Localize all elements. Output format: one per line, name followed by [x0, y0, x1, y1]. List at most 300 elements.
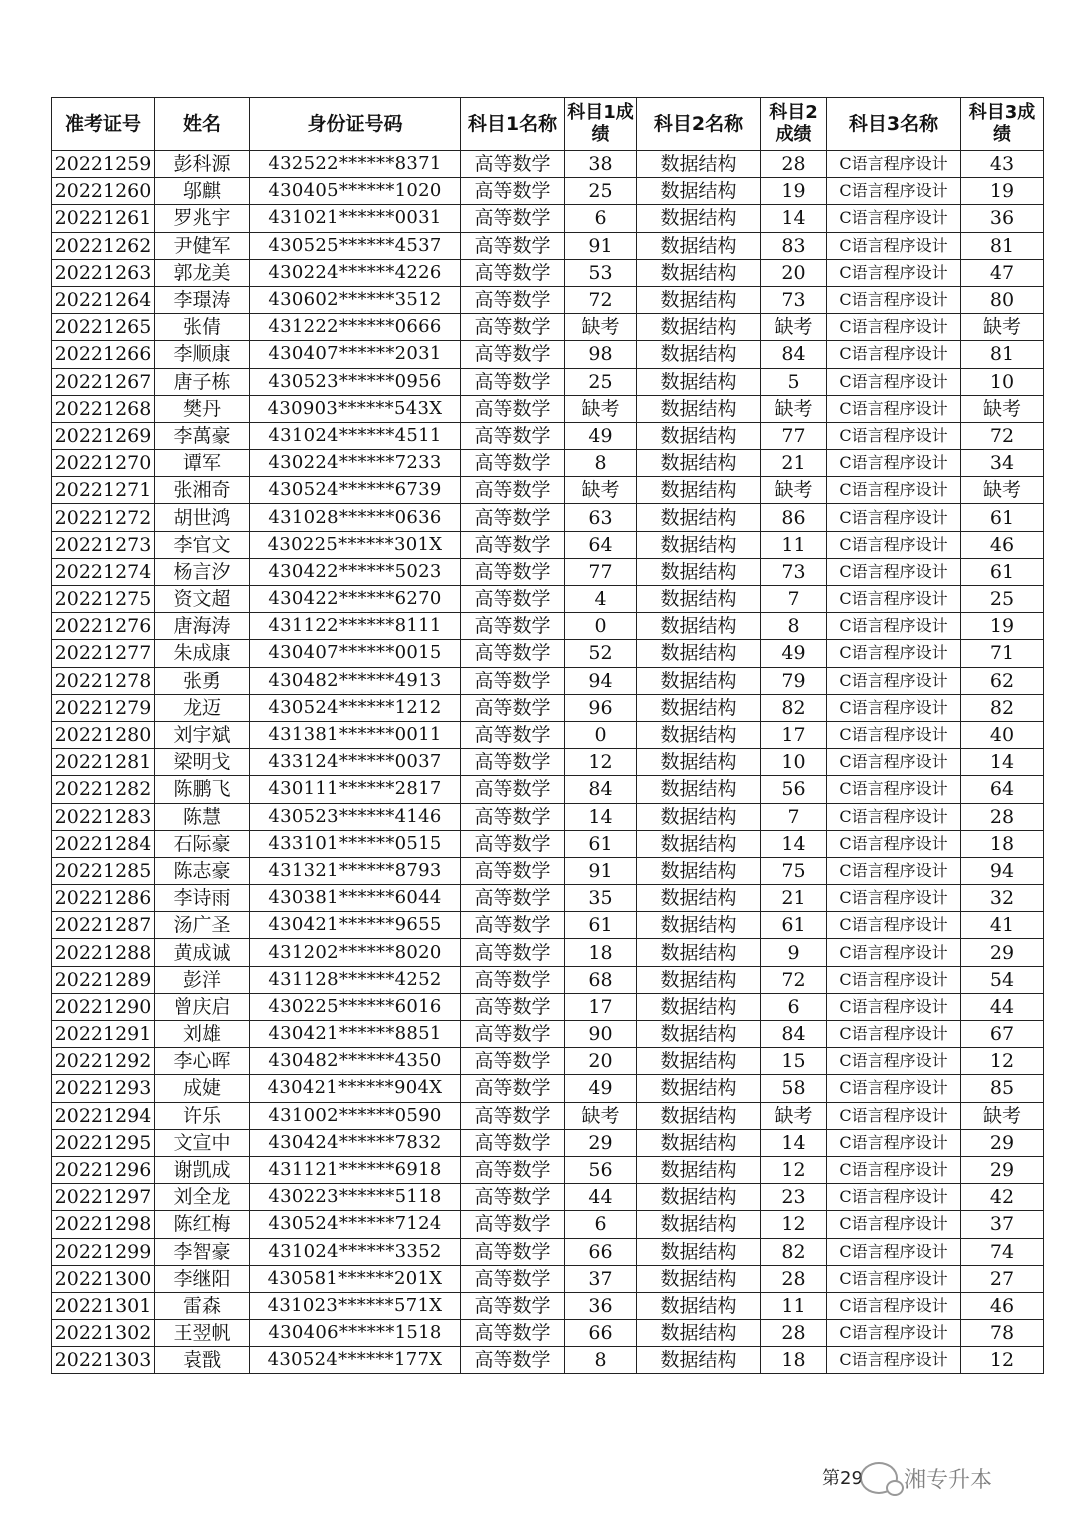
cell-subject1-score: 18	[565, 939, 637, 966]
cell-id-number: 430523******0956	[250, 368, 461, 395]
cell-student-name: 李诗雨	[155, 885, 250, 912]
cell-subject3-score: 85	[961, 1075, 1044, 1102]
cell-subject2-score: 17	[761, 721, 827, 748]
cell-exam-id: 20221288	[52, 939, 155, 966]
cell-subject2-name: 数据结构	[637, 667, 761, 694]
cell-subject3-name: C语言程序设计	[827, 1048, 961, 1075]
cell-subject2-name: 数据结构	[637, 1265, 761, 1292]
cell-subject3-name: C语言程序设计	[827, 1320, 961, 1347]
cell-subject2-score: 23	[761, 1184, 827, 1211]
cell-subject3-score: 71	[961, 640, 1044, 667]
cell-subject3-score: 18	[961, 830, 1044, 857]
cell-subject1-name: 高等数学	[461, 1320, 565, 1347]
cell-subject3-score: 29	[961, 1156, 1044, 1183]
table-row	[52, 1292, 1044, 1319]
cell-subject1-score: 36	[565, 1292, 637, 1319]
cell-student-name: 李萬豪	[155, 422, 250, 449]
cell-student-name: 罗兆宇	[155, 205, 250, 232]
cell-subject3-name: C语言程序设计	[827, 830, 961, 857]
cell-subject3-score: 67	[961, 1021, 1044, 1048]
cell-subject1-name: 高等数学	[461, 450, 565, 477]
cell-exam-id: 20221271	[52, 477, 155, 504]
cell-subject1-score: 64	[565, 531, 637, 558]
table-row	[52, 939, 1044, 966]
table-row	[52, 450, 1044, 477]
cell-subject1-name: 高等数学	[461, 1156, 565, 1183]
cell-exam-id: 20221294	[52, 1102, 155, 1129]
cell-id-number: 431121******6918	[250, 1156, 461, 1183]
cell-subject1-score: 63	[565, 504, 637, 531]
watermark-text: 湘专升本	[904, 1467, 993, 1493]
table-row	[52, 259, 1044, 286]
cell-student-name: 胡世鸿	[155, 504, 250, 531]
cell-subject2-score: 83	[761, 232, 827, 259]
cell-id-number: 431024******4511	[250, 422, 461, 449]
cell-subject1-score: 38	[565, 151, 637, 178]
cell-student-name: 李继阳	[155, 1265, 250, 1292]
header-name: 姓名	[155, 98, 250, 151]
cell-subject3-score: 62	[961, 667, 1044, 694]
cell-id-number: 430524******177X	[250, 1347, 461, 1374]
cell-subject1-name: 高等数学	[461, 314, 565, 341]
cell-subject1-name: 高等数学	[461, 721, 565, 748]
cell-subject1-name: 高等数学	[461, 1102, 565, 1129]
cell-id-number: 430421******904X	[250, 1075, 461, 1102]
cell-id-number: 430602******3512	[250, 286, 461, 313]
cell-subject1-name: 高等数学	[461, 776, 565, 803]
cell-id-number: 431002******0590	[250, 1102, 461, 1129]
cell-subject2-name: 数据结构	[637, 504, 761, 531]
cell-student-name: 张湘奇	[155, 477, 250, 504]
cell-subject2-name: 数据结构	[637, 803, 761, 830]
cell-id-number: 430225******301X	[250, 531, 461, 558]
cell-subject2-score: 9	[761, 939, 827, 966]
cell-exam-id: 20221303	[52, 1347, 155, 1374]
cell-id-number: 430524******6739	[250, 477, 461, 504]
cell-student-name: 许乐	[155, 1102, 250, 1129]
cell-subject1-score: 6	[565, 1211, 637, 1238]
cell-subject1-name: 高等数学	[461, 1238, 565, 1265]
cell-subject3-name: C语言程序设计	[827, 422, 961, 449]
cell-subject2-name: 数据结构	[637, 966, 761, 993]
cell-exam-id: 20221277	[52, 640, 155, 667]
cell-subject3-name: C语言程序设计	[827, 1102, 961, 1129]
cell-subject1-score: 12	[565, 749, 637, 776]
cell-subject2-score: 28	[761, 1320, 827, 1347]
cell-subject3-name: C语言程序设计	[827, 178, 961, 205]
cell-exam-id: 20221290	[52, 993, 155, 1020]
cell-subject2-name: 数据结构	[637, 721, 761, 748]
cell-exam-id: 20221299	[52, 1238, 155, 1265]
cell-id-number: 430903******543X	[250, 395, 461, 422]
cell-subject1-name: 高等数学	[461, 1211, 565, 1238]
cell-subject3-score: 61	[961, 504, 1044, 531]
cell-subject3-name: C语言程序设计	[827, 803, 961, 830]
cell-subject3-score: 40	[961, 721, 1044, 748]
table-row	[52, 178, 1044, 205]
table-row	[52, 286, 1044, 313]
cell-subject3-name: C语言程序设计	[827, 1211, 961, 1238]
cell-subject2-score: 7	[761, 803, 827, 830]
cell-subject1-score: 56	[565, 1156, 637, 1183]
cell-student-name: 文宣中	[155, 1129, 250, 1156]
cell-id-number: 431381******0011	[250, 721, 461, 748]
cell-subject2-name: 数据结构	[637, 259, 761, 286]
cell-subject2-score: 20	[761, 259, 827, 286]
cell-exam-id: 20221268	[52, 395, 155, 422]
cell-subject2-score: 82	[761, 1238, 827, 1265]
cell-subject3-score: 29	[961, 939, 1044, 966]
cell-exam-id: 20221272	[52, 504, 155, 531]
table-row	[52, 694, 1044, 721]
cell-subject1-score: 91	[565, 857, 637, 884]
cell-id-number: 430407******0015	[250, 640, 461, 667]
cell-subject3-score: 缺考	[961, 477, 1044, 504]
wechat-icon	[860, 1462, 898, 1494]
table-row	[52, 667, 1044, 694]
cell-id-number: 430482******4350	[250, 1048, 461, 1075]
cell-subject2-score: 6	[761, 993, 827, 1020]
table-row	[52, 558, 1044, 585]
cell-student-name: 李官文	[155, 531, 250, 558]
cell-subject1-score: 61	[565, 912, 637, 939]
cell-subject1-score: 14	[565, 803, 637, 830]
cell-subject3-name: C语言程序设计	[827, 1238, 961, 1265]
cell-subject1-name: 高等数学	[461, 395, 565, 422]
cell-subject1-score: 6	[565, 205, 637, 232]
cell-student-name: 杨言汐	[155, 558, 250, 585]
cell-subject1-score: 8	[565, 450, 637, 477]
cell-exam-id: 20221263	[52, 259, 155, 286]
cell-id-number: 430407******2031	[250, 341, 461, 368]
cell-student-name: 雷森	[155, 1292, 250, 1319]
cell-exam-id: 20221264	[52, 286, 155, 313]
cell-student-name: 谭军	[155, 450, 250, 477]
cell-subject2-name: 数据结构	[637, 531, 761, 558]
cell-subject1-score: 90	[565, 1021, 637, 1048]
cell-student-name: 唐海涛	[155, 613, 250, 640]
cell-subject1-score: 0	[565, 613, 637, 640]
cell-subject1-name: 高等数学	[461, 830, 565, 857]
cell-exam-id: 20221296	[52, 1156, 155, 1183]
cell-subject2-name: 数据结构	[637, 151, 761, 178]
cell-id-number: 430224******7233	[250, 450, 461, 477]
cell-subject1-name: 高等数学	[461, 232, 565, 259]
cell-subject1-score: 49	[565, 422, 637, 449]
cell-subject1-name: 高等数学	[461, 422, 565, 449]
cell-subject1-score: 8	[565, 1347, 637, 1374]
cell-exam-id: 20221300	[52, 1265, 155, 1292]
cell-id-number: 431122******8111	[250, 613, 461, 640]
cell-subject2-score: 缺考	[761, 395, 827, 422]
cell-id-number: 431321******8793	[250, 857, 461, 884]
cell-id-number: 431128******4252	[250, 966, 461, 993]
cell-student-name: 刘全龙	[155, 1184, 250, 1211]
cell-student-name: 曾庆启	[155, 993, 250, 1020]
cell-subject2-score: 缺考	[761, 477, 827, 504]
cell-exam-id: 20221298	[52, 1211, 155, 1238]
table-row	[52, 776, 1044, 803]
cell-subject1-name: 高等数学	[461, 1184, 565, 1211]
cell-subject2-score: 84	[761, 1021, 827, 1048]
cell-exam-id: 20221302	[52, 1320, 155, 1347]
cell-id-number: 430421******8851	[250, 1021, 461, 1048]
cell-exam-id: 20221270	[52, 450, 155, 477]
table-row	[52, 803, 1044, 830]
cell-subject1-score: 98	[565, 341, 637, 368]
cell-subject2-name: 数据结构	[637, 477, 761, 504]
cell-subject3-name: C语言程序设计	[827, 993, 961, 1020]
header-subject1-score: 科目1成绩	[565, 98, 637, 151]
cell-subject3-name: C语言程序设计	[827, 558, 961, 585]
cell-subject3-name: C语言程序设计	[827, 477, 961, 504]
cell-student-name: 李心晖	[155, 1048, 250, 1075]
cell-exam-id: 20221285	[52, 857, 155, 884]
cell-subject1-score: 61	[565, 830, 637, 857]
table-row	[52, 1102, 1044, 1129]
cell-exam-id: 20221265	[52, 314, 155, 341]
cell-subject1-score: 29	[565, 1129, 637, 1156]
table-row	[52, 1075, 1044, 1102]
cell-exam-id: 20221287	[52, 912, 155, 939]
cell-id-number: 431222******0666	[250, 314, 461, 341]
cell-subject3-score: 37	[961, 1211, 1044, 1238]
cell-subject1-name: 高等数学	[461, 558, 565, 585]
cell-exam-id: 20221262	[52, 232, 155, 259]
cell-exam-id: 20221286	[52, 885, 155, 912]
cell-subject2-score: 75	[761, 857, 827, 884]
cell-subject2-score: 8	[761, 613, 827, 640]
cell-subject1-score: 77	[565, 558, 637, 585]
cell-subject3-score: 81	[961, 341, 1044, 368]
cell-subject3-score: 44	[961, 993, 1044, 1020]
cell-subject1-score: 20	[565, 1048, 637, 1075]
table-row	[52, 341, 1044, 368]
cell-exam-id: 20221274	[52, 558, 155, 585]
cell-exam-id: 20221279	[52, 694, 155, 721]
cell-subject3-score: 缺考	[961, 395, 1044, 422]
cell-subject2-name: 数据结构	[637, 993, 761, 1020]
table-row	[52, 1238, 1044, 1265]
cell-id-number: 431023******571X	[250, 1292, 461, 1319]
cell-subject3-name: C语言程序设计	[827, 1347, 961, 1374]
cell-subject2-name: 数据结构	[637, 857, 761, 884]
cell-subject3-score: 64	[961, 776, 1044, 803]
cell-subject1-name: 高等数学	[461, 205, 565, 232]
cell-subject1-name: 高等数学	[461, 1075, 565, 1102]
cell-subject2-name: 数据结构	[637, 1021, 761, 1048]
table-row	[52, 830, 1044, 857]
cell-subject2-name: 数据结构	[637, 776, 761, 803]
cell-subject1-score: 66	[565, 1320, 637, 1347]
table-row	[52, 1211, 1044, 1238]
cell-id-number: 430224******4226	[250, 259, 461, 286]
table-row	[52, 885, 1044, 912]
cell-subject1-name: 高等数学	[461, 531, 565, 558]
cell-subject2-name: 数据结构	[637, 1129, 761, 1156]
cell-subject3-score: 缺考	[961, 1102, 1044, 1129]
cell-id-number: 430524******7124	[250, 1211, 461, 1238]
table-row	[52, 1265, 1044, 1292]
cell-student-name: 朱成康	[155, 640, 250, 667]
table-row	[52, 857, 1044, 884]
table-row	[52, 613, 1044, 640]
cell-subject1-score: 72	[565, 286, 637, 313]
cell-subject1-name: 高等数学	[461, 504, 565, 531]
table-row	[52, 912, 1044, 939]
cell-subject2-score: 73	[761, 286, 827, 313]
cell-subject2-name: 数据结构	[637, 1211, 761, 1238]
cell-subject2-name: 数据结构	[637, 830, 761, 857]
cell-student-name: 黄成诚	[155, 939, 250, 966]
cell-subject3-name: C语言程序设计	[827, 286, 961, 313]
cell-subject3-name: C语言程序设计	[827, 368, 961, 395]
table-row	[52, 1048, 1044, 1075]
cell-subject3-score: 27	[961, 1265, 1044, 1292]
cell-subject1-score: 缺考	[565, 477, 637, 504]
cell-subject2-score: 19	[761, 178, 827, 205]
cell-subject1-score: 缺考	[565, 314, 637, 341]
cell-student-name: 梁明戈	[155, 749, 250, 776]
cell-subject2-score: 82	[761, 694, 827, 721]
table-row	[52, 1021, 1044, 1048]
cell-subject3-score: 19	[961, 178, 1044, 205]
cell-subject2-name: 数据结构	[637, 558, 761, 585]
cell-subject1-score: 37	[565, 1265, 637, 1292]
header-subject3-score: 科目3成绩	[961, 98, 1044, 151]
cell-subject1-name: 高等数学	[461, 341, 565, 368]
cell-student-name: 陈鹏飞	[155, 776, 250, 803]
cell-id-number: 430406******1518	[250, 1320, 461, 1347]
cell-exam-id: 20221291	[52, 1021, 155, 1048]
cell-subject2-score: 56	[761, 776, 827, 803]
cell-subject3-score: 81	[961, 232, 1044, 259]
cell-id-number: 431028******0636	[250, 504, 461, 531]
cell-subject1-score: 52	[565, 640, 637, 667]
cell-subject3-name: C语言程序设计	[827, 1292, 961, 1319]
score-table	[51, 97, 1044, 1374]
cell-subject2-score: 18	[761, 1347, 827, 1374]
header-row	[52, 98, 1044, 151]
cell-id-number: 430581******201X	[250, 1265, 461, 1292]
cell-student-name: 陈红梅	[155, 1211, 250, 1238]
cell-id-number: 433101******0515	[250, 830, 461, 857]
cell-subject2-score: 15	[761, 1048, 827, 1075]
cell-subject2-score: 21	[761, 885, 827, 912]
cell-exam-id: 20221292	[52, 1048, 155, 1075]
cell-id-number: 430523******4146	[250, 803, 461, 830]
cell-subject1-score: 44	[565, 1184, 637, 1211]
cell-subject3-score: 12	[961, 1048, 1044, 1075]
cell-student-name: 陈志豪	[155, 857, 250, 884]
cell-subject1-name: 高等数学	[461, 857, 565, 884]
cell-subject3-score: 46	[961, 1292, 1044, 1319]
cell-subject1-name: 高等数学	[461, 939, 565, 966]
cell-id-number: 430525******4537	[250, 232, 461, 259]
cell-subject3-score: 32	[961, 885, 1044, 912]
cell-subject2-score: 缺考	[761, 1102, 827, 1129]
cell-student-name: 李顺康	[155, 341, 250, 368]
cell-subject3-name: C语言程序设计	[827, 151, 961, 178]
cell-id-number: 430422******6270	[250, 586, 461, 613]
cell-student-name: 王翌帆	[155, 1320, 250, 1347]
cell-subject2-score: 58	[761, 1075, 827, 1102]
table-row	[52, 1347, 1044, 1374]
cell-exam-id: 20221278	[52, 667, 155, 694]
header-subject3-name: 科目3名称	[827, 98, 961, 151]
cell-id-number: 431024******3352	[250, 1238, 461, 1265]
cell-subject2-name: 数据结构	[637, 586, 761, 613]
cell-student-name: 谢凯成	[155, 1156, 250, 1183]
cell-id-number: 431202******8020	[250, 939, 461, 966]
cell-subject2-name: 数据结构	[637, 395, 761, 422]
cell-subject3-name: C语言程序设计	[827, 694, 961, 721]
cell-subject3-name: C语言程序设计	[827, 586, 961, 613]
table-row	[52, 966, 1044, 993]
table-row	[52, 1320, 1044, 1347]
cell-subject2-score: 73	[761, 558, 827, 585]
cell-subject2-score: 86	[761, 504, 827, 531]
table-row	[52, 721, 1044, 748]
table-row	[52, 504, 1044, 531]
cell-subject1-name: 高等数学	[461, 1265, 565, 1292]
cell-subject1-name: 高等数学	[461, 1129, 565, 1156]
cell-exam-id: 20221267	[52, 368, 155, 395]
cell-subject1-score: 17	[565, 993, 637, 1020]
cell-subject3-score: 缺考	[961, 314, 1044, 341]
cell-subject3-name: C语言程序设计	[827, 450, 961, 477]
cell-subject2-score: 14	[761, 1129, 827, 1156]
cell-subject2-name: 数据结构	[637, 205, 761, 232]
cell-id-number: 432522******8371	[250, 151, 461, 178]
cell-student-name: 袁戬	[155, 1347, 250, 1374]
cell-subject1-score: 4	[565, 586, 637, 613]
cell-subject1-name: 高等数学	[461, 993, 565, 1020]
cell-exam-id: 20221282	[52, 776, 155, 803]
watermark	[860, 1462, 992, 1494]
cell-subject3-score: 74	[961, 1238, 1044, 1265]
cell-id-number: 430223******5118	[250, 1184, 461, 1211]
cell-exam-id: 20221295	[52, 1129, 155, 1156]
cell-subject3-name: C语言程序设计	[827, 667, 961, 694]
cell-subject1-score: 68	[565, 966, 637, 993]
cell-subject3-name: C语言程序设计	[827, 749, 961, 776]
cell-subject3-score: 47	[961, 259, 1044, 286]
cell-subject2-name: 数据结构	[637, 1075, 761, 1102]
page-number: 第29	[822, 1468, 863, 1489]
cell-exam-id: 20221289	[52, 966, 155, 993]
cell-subject1-score: 96	[565, 694, 637, 721]
cell-subject3-name: C语言程序设计	[827, 613, 961, 640]
cell-subject2-score: 11	[761, 1292, 827, 1319]
cell-subject1-name: 高等数学	[461, 803, 565, 830]
cell-subject1-name: 高等数学	[461, 151, 565, 178]
cell-subject2-score: 12	[761, 1156, 827, 1183]
cell-subject3-score: 61	[961, 558, 1044, 585]
cell-subject3-name: C语言程序设计	[827, 314, 961, 341]
cell-id-number: 430381******6044	[250, 885, 461, 912]
cell-student-name: 尹健军	[155, 232, 250, 259]
table-row	[52, 422, 1044, 449]
cell-subject2-score: 5	[761, 368, 827, 395]
cell-subject2-score: 77	[761, 422, 827, 449]
cell-subject3-score: 72	[961, 422, 1044, 449]
cell-exam-id: 20221269	[52, 422, 155, 449]
cell-subject1-score: 25	[565, 178, 637, 205]
cell-id-number: 430482******4913	[250, 667, 461, 694]
cell-exam-id: 20221275	[52, 586, 155, 613]
cell-subject3-score: 94	[961, 857, 1044, 884]
